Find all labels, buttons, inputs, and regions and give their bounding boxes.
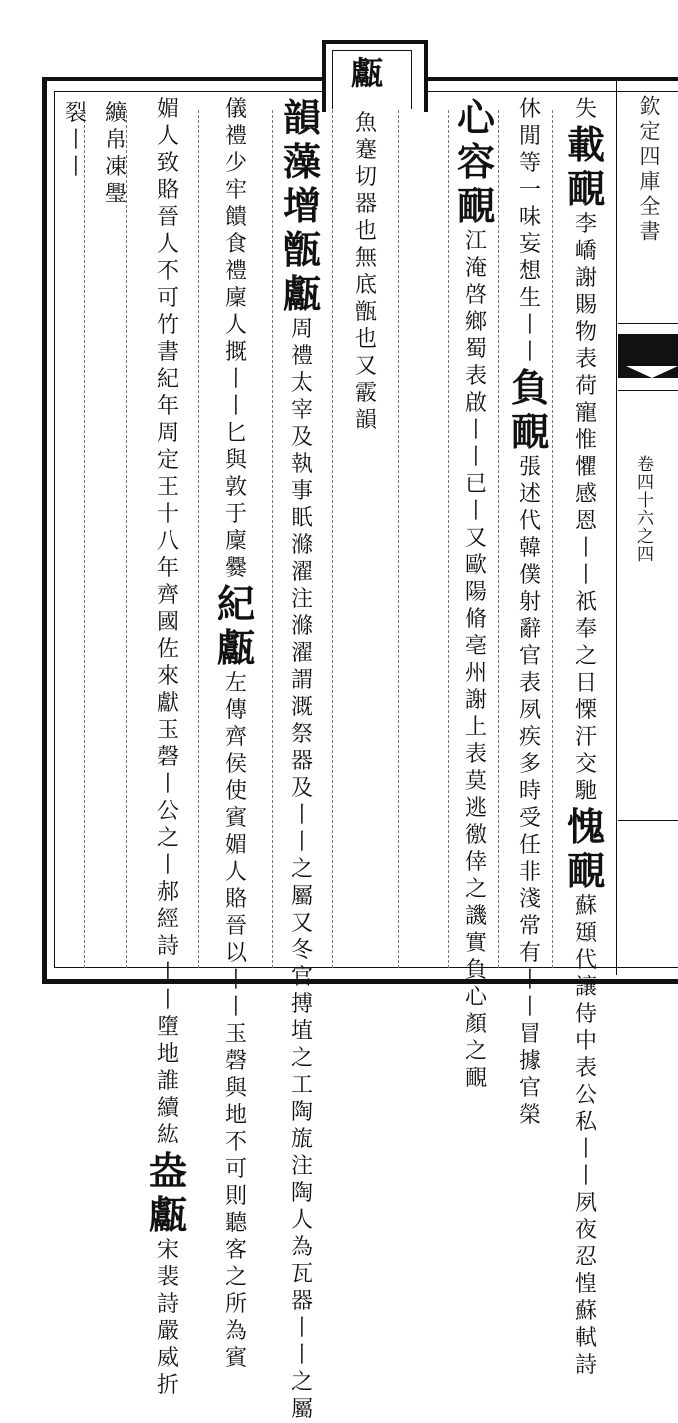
heading-character: 甗: [351, 54, 384, 92]
margin-rule-mid: [618, 390, 678, 391]
column-divider: [272, 110, 273, 968]
column-divider: [332, 110, 333, 968]
headword: 藻: [282, 139, 321, 184]
headword: 容: [456, 139, 495, 184]
headword: 盎: [148, 1148, 187, 1193]
column-divider: [198, 110, 199, 968]
headword: 愧: [566, 804, 605, 849]
annotation-text: 休 閒 等 一 味 妄 想 生 丨 丨: [518, 97, 541, 365]
column-divider: [552, 110, 553, 968]
annotation-text: 宋 裴 詩 嚴 威 折: [156, 1238, 179, 1398]
annotation-text: 媚 人 致 賂 晉 人 不 可 竹 書 紀 年 周 定 王 十 八 年 齊 國 佐 來 獻 玉 磬 丨 公 之 丨 郝 經 詩 丨 丨 墮 地 誰 續 紘: [156, 97, 179, 1148]
book-title: 欽定四庫全書: [637, 95, 661, 245]
annotation-text: 周 禮 太 宰 及 執 事 眂 滌 濯 注 滌 濯 謂 溉 祭 器 及 丨 丨 之 屬 又 冬 官 搏 埴 之 工 陶 旊 注 陶 人 為 瓦 器 丨 丨 之 屬: [290, 317, 313, 1422]
column-divider: [398, 110, 399, 968]
annotation-text: 儀 禮 少 牢 饋 食 禮 廩 人 摡 丨 丨 匕 與 敦 于 廩 爨: [224, 97, 247, 581]
fish-tail-notch: [626, 366, 678, 378]
annotation-text: 魚 蹇 切 器 也 無 底 甑 也 又 霰 韻: [354, 111, 377, 433]
text-column-2: [510, 96, 550, 1128]
headword: 負: [510, 365, 549, 410]
margin-rule-bottom: [618, 820, 678, 821]
text-column-5: [282, 95, 322, 1422]
text-column-7: [148, 96, 188, 1398]
text-column-4: [346, 110, 386, 980]
headword: 增: [282, 183, 321, 228]
volume-number: 卷四十六之四: [633, 455, 653, 563]
headword: 靦: [510, 409, 549, 454]
column-divider: [448, 110, 449, 968]
column-divider: [498, 110, 499, 968]
headword: 甗: [216, 625, 255, 670]
text-column-6: [216, 96, 256, 1371]
annotation-text: 江 淹 啓 鄉 蜀 表 啟 丨 丨 已 丨 又 歐 陽 脩 亳 州 謝 上 表 莫 逃 徼 倖 之 譏 實 負 心 顏 之 靦: [464, 229, 487, 1091]
text-column-1: [566, 96, 606, 1378]
headword: 韻: [282, 95, 321, 140]
text-column-8: [96, 100, 136, 970]
annotation-text: 裂 丨 丨: [64, 101, 87, 180]
text-column-9: [56, 100, 96, 970]
annotation-text: 張 述 代 韓 僕 射 辭 官 表 夙 疾 多 時 受 任 非 淺 常 有 丨 丨 冒 據 官 榮: [518, 455, 541, 1128]
annotation-text: 左 傳 齊 侯 使 賓 媚 人 賂 晉 以 丨 丨 玉 磬 與 地 不 可 則 聽 客 之 所 為 賓: [224, 671, 247, 1371]
text-column-3: [456, 95, 496, 1091]
headword: 甑: [282, 227, 321, 272]
annotation-text: 失: [574, 97, 597, 122]
headword: 靦: [566, 166, 605, 211]
headword: 紀: [216, 581, 255, 626]
headword: 靦: [456, 183, 495, 228]
headword: 心: [456, 95, 495, 140]
annotation-text: 蘇 頲 代 讓 侍 中 表 公 私 丨 丨 夙 夜 忍 惶 蘇 軾 詩: [574, 894, 597, 1378]
headword: 甗: [148, 1192, 187, 1237]
margin-rule-top: [618, 323, 678, 324]
headword: 靦: [566, 848, 605, 893]
annotation-text: 李 嶠 謝 賜 物 表 荷 寵 惟 懼 感 恩 丨 丨 祇 奉 之 日 慄 汗 交 馳: [574, 212, 597, 804]
headword: 甗: [282, 271, 321, 316]
annotation-text: 纊 帛 凍 璺: [104, 101, 127, 207]
headword: 載: [566, 122, 605, 167]
